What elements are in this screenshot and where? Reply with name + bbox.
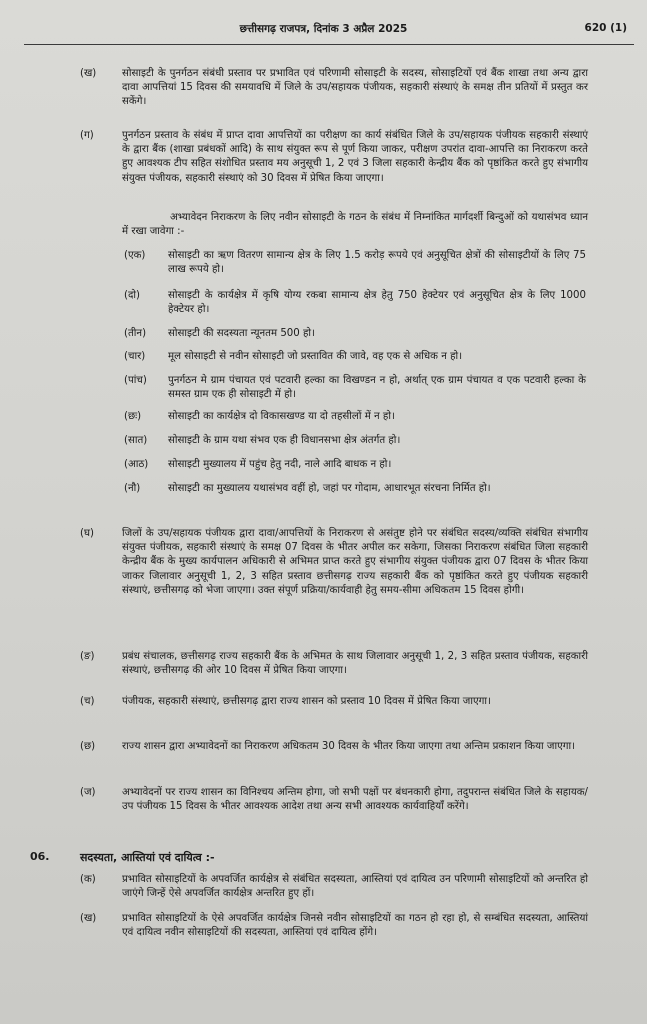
point-2-label: (दो)	[124, 290, 140, 301]
point-6-label: (छः)	[124, 411, 142, 422]
point-9-label: (नौ)	[124, 483, 141, 494]
header-rule	[24, 44, 634, 45]
section-06-number: 06.	[30, 850, 50, 863]
gazette-title: छत्तीसगढ़ राजपत्र, दिनांक 3 अप्रैल 2025	[239, 23, 408, 35]
point-7-text: सोसाइटी के ग्राम यथा संभव एक ही विधानसभा क्षेत्र अंतर्गत हो।	[168, 435, 401, 446]
point-2-text: सोसाइटी के कार्यक्षेत्र में कृषि योग्य रकबा सामान्य क्षेत्र हेतु 750 हेक्टेयर एवं अनुसूचित क्षेत्र के लिए 1000 हेक्टेयर हो।	[168, 290, 586, 316]
item-ja-label: (ज)	[80, 787, 96, 798]
item-ga-label: (ग)	[80, 130, 94, 141]
item-ga-text: पुनर्गठन प्रस्ताव के संबंध में प्राप्त दावा आपत्तियों का परीक्षण का कार्य संबंधित जिले के उप/सहायक पंजीयक सहकारी संस्थाएं के द्वारा बैंक (शाखा प्रबंधकों आदि) के साथ संयुक्त रूप से पूर्ण किया जाकर, परीक्षण उपरांत दावा-आपत्ति का निराकरण करते हुए आवश्यक टीप सहित संशोधित प्रस्ताव मय अनुसूची 1, 2 एवं 3 जिला सहकारी केन्द्रीय बैंक को पृष्ठांकित करते हुए संभागीय संयुक्त पंजीयक, सहकारी संस्थाएं को 30 दिवस में प्रेषित किया जाएगा।	[122, 130, 588, 184]
section-06-item-ka-label: (क)	[80, 874, 96, 885]
point-8-text: सोसाइटी मुख्यालय में पहुंच हेतु नदी, नाले आदि बाधक न हो।	[168, 459, 392, 470]
item-ja-text: अभ्यावेदनों पर राज्य शासन का विनिश्चय अन्तिम होगा, जो सभी पक्षों पर बंधनकारी होगा, तदुपरान्त संबंधित जिले के सहायक/उप पंजीयक 15 दिवस के भीतर आवश्यक आदेश तथा अन्य सभी आवश्यक कार्यवाहियॉं करेंगे।	[122, 787, 588, 813]
point-4-label: (चार)	[124, 351, 146, 362]
point-5-label: (पांच)	[124, 375, 147, 386]
item-chha-label: (छ)	[80, 741, 96, 752]
item-da-text: प्रबंध संचालक, छत्तीसगढ़ राज्य सहकारी बैंक के अभिमत के साथ जिलावार अनुसूची 1, 2, 3 सहित प्रस्ताव पंजीयक, सहकारी संस्थाएं, छत्तीसगढ़ की ओर 10 दिवस में प्रेषित किया जाएगा।	[122, 651, 588, 677]
section-06-item-kha-label: (ख)	[80, 913, 97, 924]
section-06-title: सदस्यता, आस्तियां एवं दायित्व :-	[80, 851, 215, 864]
point-7-label: (सात)	[124, 435, 148, 446]
section-06-item-ka-text: प्रभावित सोसाइटियों के अपवर्जित कार्यक्षेत्र से संबंधित सदस्यता, आस्तियां एवं दायित्व उन परिणामी सोसाइटियों को अन्तरित हो जाएंगे जिन्हें ऐसे अपवर्जित कार्यक्षेत्र अन्तरित हुए हों।	[122, 874, 588, 900]
item-kha-text: सोसाइटी के पुनर्गठन संबंधी प्रस्ताव पर प्रभावित एवं परिणामी सोसाइटी के सदस्य, सोसाइटियों एवं बैंक शाखा तथा अन्य द्वारा दावा आपत्तियां 15 दिवस की समयावधि में जिले के उप/सहायक पंजीयक, सहकारी संस्थाएं के समक्ष तीन प्रतियों में प्रस्तुत कर सकेंगे।	[122, 68, 588, 108]
point-5-text: पुनर्गठन मे ग्राम पंचायत एवं पटवारी हल्का का विखण्डन न हो, अर्थात् एक ग्राम पंचायत व एक पटवारी हल्का के समस्त ग्राम एक ही सोसाइटी में हो।	[168, 375, 586, 401]
item-gha-text: जिलों के उप/सहायक पंजीयक द्वारा दावा/आपत्तियों के निराकरण से असंतुष्ट होने पर संबंधित सदस्य/व्यक्ति संबंधित संभागीय संयुक्त पंजीयक, सहकारी संस्थाएं के समक्ष 07 दिवस के भीतर अपील कर सकेगा, जिसका निराकरण संबंधित जिला सहकारी केन्द्रीय बैंक के मुख्य कार्यपालन अधिकारी से अभिमत प्राप्त करते हुए संभागीय संयुक्त पंजीयक द्वारा 07 दिवस के भीतर किया जाकर जिलावार अनुसूची 1, 2, 3 सहित प्रस्ताव छत्तीसगढ़ राज्य सहकारी बैंक को पृष्ठांकित करते हुए पंजीयक सहकारी संस्थाएं, छत्तीसगढ़ को भेजा जाएगा। उक्त संपूर्ण प्रक्रिया/कार्यवाही हेतु समय-सीमा अधिकतम 15 दिवस होगी।	[122, 528, 588, 596]
point-4-text: मूल सोसाइटी से नवीन सोसाइटी जो प्रस्तावित की जावे, वह एक से अधिक न हो।	[168, 351, 463, 362]
item-chha-text: राज्य शासन द्वारा अभ्यावेदनों का निराकरण अधिकतम 30 दिवस के भीतर किया जाएगा तथा अन्तिम प्रकाशन किया जाएगा।	[122, 741, 575, 752]
point-1-text: सोसाइटी का ऋण वितरण सामान्य क्षेत्र के लिए 1.5 करोड़ रूपये एवं अनुसूचित क्षेत्रों की सोसाइटीयों के लिए 75 लाख रूपये हो।	[168, 250, 586, 276]
section-06-item-kha-text: प्रभावित सोसाइटियों के ऐसे अपवर्जित कार्यक्षेत्र जिनसे नवीन सोसाइटियों का गठन हो रहा हो, से सम्बंधित सदस्यता, आस्तियां एवं दायित्व नवीन सोसाइटियों की सदस्यता, आस्तियां एवं दायित्व होंगे।	[122, 913, 588, 939]
item-ga-intro: अभ्यावेदन निराकरण के लिए नवीन सोसाइटी के गठन के संबंध में निम्नांकित मार्गदर्शी बिन्दुओं को यथासंभव ध्यान में रखा जावेगा :-	[122, 212, 588, 238]
item-gha-label: (घ)	[80, 528, 94, 539]
page-header	[0, 22, 647, 38]
page-number: 620 (1)	[584, 22, 627, 34]
point-8-label: (आठ)	[124, 459, 149, 470]
item-da-label: (ङ)	[80, 651, 95, 662]
point-9-text: सोसाइटी का मुख्यालय यथासंभव वहीं हो, जहां पर गोदाम, आधारभूत संरचना निर्मित हो।	[168, 483, 491, 494]
point-6-text: सोसाइटी का कार्यक्षेत्र दो विकासखण्ड या दो तहसीलों में न हो।	[168, 411, 395, 422]
point-3-text: सोसाइटी की सदस्यता न्यूनतम 500 हो।	[168, 328, 315, 339]
item-cha-label: (च)	[80, 696, 95, 707]
point-3-label: (तीन)	[124, 328, 147, 339]
point-1-label: (एक)	[124, 250, 146, 261]
item-cha-text: पंजीयक, सहकारी संस्थाएं, छत्तीसगढ़ द्वारा राज्य शासन को प्रस्ताव 10 दिवस में प्रेषित किया जाएगा।	[122, 696, 491, 707]
item-kha-label: (ख)	[80, 68, 97, 79]
